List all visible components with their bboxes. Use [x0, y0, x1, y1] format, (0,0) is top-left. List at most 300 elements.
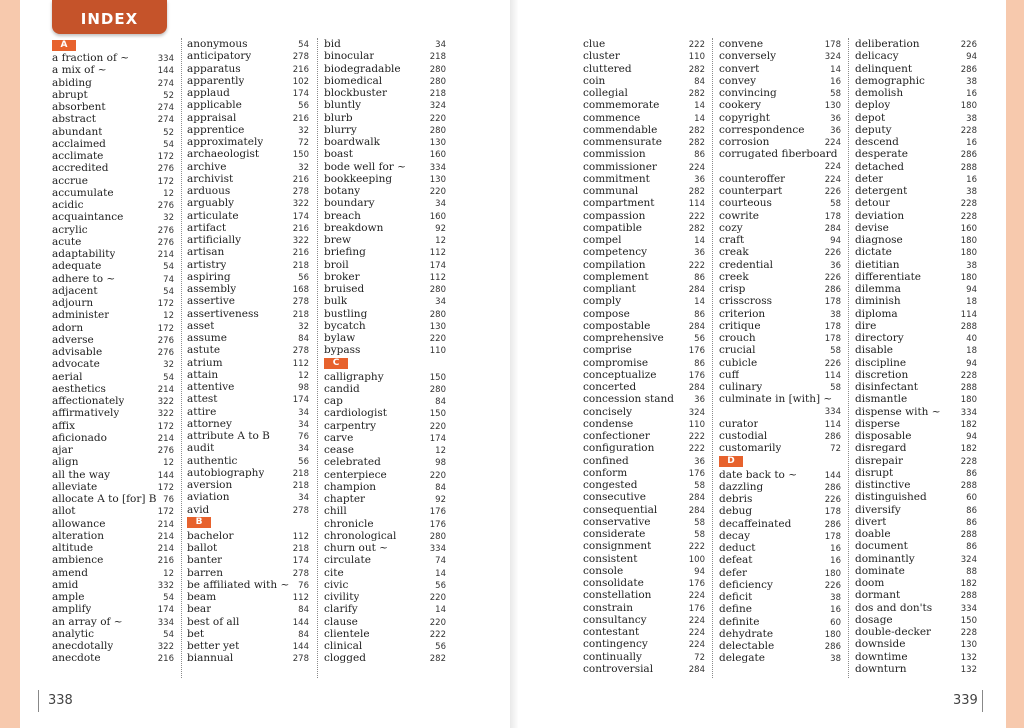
index-entry-attain: [187, 369, 309, 381]
entry-page-number: 284: [688, 664, 705, 675]
entry-page-number: 130: [824, 101, 841, 112]
entry-term: counterpart: [719, 185, 783, 197]
entry-term: crucial: [719, 344, 756, 357]
entry-term: dos and don'ts: [855, 601, 933, 614]
index-entry-consignment: [583, 540, 705, 552]
index-entry-adorn: [52, 322, 174, 334]
entry-page-number: 218: [292, 468, 309, 479]
entry-page-number: 144: [292, 617, 309, 628]
entry-term: consistent: [583, 552, 638, 565]
entry-page-number: 102: [292, 76, 309, 87]
entry-term: cozy: [719, 221, 743, 234]
entry-page-number: 282: [688, 138, 705, 148]
index-entry-decaffeinated: [719, 518, 841, 530]
entry-term: ajar: [52, 444, 73, 456]
entry-term: double-decker: [855, 626, 932, 638]
entry-page-number: 112: [292, 593, 309, 603]
index-entry-ajar: [52, 444, 174, 456]
entry-page-number: 74: [435, 556, 446, 567]
entry-page-number: 54: [163, 372, 174, 383]
section-letter-badge: C: [324, 358, 348, 369]
entry-page-number: 276: [157, 335, 174, 346]
index-entry-conform: [583, 467, 705, 479]
index-entry-better-yet: [187, 640, 309, 652]
entry-page-number: 222: [688, 432, 705, 442]
entry-term: briefing: [324, 246, 366, 259]
index-entry-botany: [324, 185, 446, 197]
right-page-number: 339: [953, 693, 978, 708]
entry-page-number: 224: [824, 161, 841, 172]
entry-page-number: 12: [163, 188, 174, 199]
index-entry-credential: [719, 259, 841, 271]
entry-term: alteration: [52, 529, 104, 542]
index-entry-crisscross: [719, 295, 841, 307]
entry-term: adhere to ~: [52, 272, 116, 285]
index-entry-concession-stand: [583, 393, 705, 405]
entry-term: blockbuster: [324, 87, 387, 99]
index-entry-be-affiliated-with: [187, 579, 309, 591]
entry-term: abrupt: [52, 88, 88, 101]
entry-term: correspondence: [719, 123, 805, 136]
entry-page-number: 150: [960, 615, 977, 626]
entry-page-number: 226: [824, 272, 841, 283]
index-entry-altitude: [52, 542, 174, 554]
entry-term: comprise: [583, 344, 632, 357]
entry-page-number: 218: [292, 260, 309, 271]
entry-term: demolish: [855, 87, 904, 99]
index-entry-bluntly: [324, 99, 446, 111]
entry-page-number: 276: [157, 446, 174, 456]
index-entry-deficiency: [719, 579, 841, 591]
index-entry-consolidate: [583, 577, 705, 589]
entry-term: align: [52, 456, 79, 469]
entry-term: confined: [583, 454, 629, 467]
entry-term: civility: [324, 591, 360, 603]
entry-term: boardwalk: [324, 136, 381, 148]
index-entry-archaeologist: [187, 148, 309, 160]
index-entry-bypass: [324, 344, 446, 356]
index-entry-diploma: [855, 308, 977, 320]
index-entry-adequate: [52, 260, 174, 272]
entry-page-number: 84: [435, 482, 446, 493]
entry-term: adaptability: [52, 248, 116, 260]
entry-term: assembly: [187, 283, 237, 295]
entry-term: beam: [187, 591, 217, 603]
entry-term: breakdown: [324, 221, 384, 234]
index-entry-dominate: [855, 565, 977, 577]
gutter: [510, 0, 518, 728]
entry-term: craft: [719, 234, 745, 246]
index-entry-attest: [187, 393, 309, 405]
column-divider: [712, 38, 713, 678]
entry-term: bet: [187, 627, 205, 640]
entry-page-number: 218: [292, 544, 309, 554]
index-entry-anticipatory: [187, 50, 309, 62]
index-entry-compromise: [583, 357, 705, 369]
entry-term: cuff: [719, 368, 740, 381]
index-entry-breach: [324, 210, 446, 222]
entry-term: comply: [583, 295, 622, 308]
index-entry-descend: [855, 136, 977, 148]
entry-term: chronicle: [324, 517, 374, 530]
entry-term: curator: [719, 417, 759, 430]
index-entry-assertiveness: [187, 308, 309, 320]
entry-term: critique: [719, 319, 761, 332]
entry-page-number: 174: [429, 433, 446, 444]
entry-page-number: 178: [824, 334, 841, 344]
entry-page-number: 32: [163, 360, 174, 371]
entry-page-number: 278: [292, 568, 309, 579]
entry-page-number: 38: [966, 113, 977, 124]
index-entry-assertive: [187, 295, 309, 307]
entry-page-number: 88: [966, 566, 977, 577]
index-entry-deduct: [719, 542, 841, 554]
entry-term: defer: [719, 566, 748, 579]
entry-page-number: 14: [694, 113, 705, 124]
index-entry-best-of-all: [187, 616, 309, 628]
entry-term: adverse: [52, 333, 94, 346]
index-entry-complement: [583, 271, 705, 283]
index-entry-crucial: [719, 344, 841, 356]
entry-term: dire: [855, 319, 877, 332]
entry-term: dictate: [855, 246, 892, 259]
entry-term: abstract: [52, 113, 96, 126]
entry-page-number: 288: [960, 591, 977, 602]
entry-page-number: 334: [824, 406, 841, 417]
entry-page-number: 280: [429, 285, 446, 295]
index-banner: [52, 0, 167, 34]
entry-term: custodial: [719, 430, 768, 442]
index-entry-circulate: [324, 554, 446, 566]
entry-page-number: 38: [830, 593, 841, 603]
entry-page-number: 226: [824, 495, 841, 505]
entry-page-number: 222: [429, 629, 446, 640]
index-entry-culminate-in-with: [719, 393, 841, 405]
entry-page-number: 14: [694, 101, 705, 112]
index-entry-discipline: [855, 357, 977, 369]
index-entry-confined: [583, 455, 705, 467]
page-number-rule: [38, 690, 39, 712]
index-entry-comply: [583, 295, 705, 307]
entry-page-number: 276: [157, 225, 174, 236]
entry-term: culinary: [719, 381, 763, 393]
index-entry-articulate: [187, 210, 309, 222]
entry-term: decaffeinated: [719, 517, 792, 530]
entry-page-number: 58: [830, 199, 841, 210]
entry-term: consolidate: [583, 577, 644, 589]
entry-term: compartment: [583, 197, 655, 210]
entry-term: centerpiece: [324, 468, 387, 481]
index-entry-bet: [187, 628, 309, 640]
section-header-b: [187, 516, 309, 530]
index-entry-barren: [187, 567, 309, 579]
entry-page-number: 60: [830, 617, 841, 628]
index-entry-cap: [324, 395, 446, 407]
entry-page-number: 84: [694, 76, 705, 87]
index-entry-boast: [324, 148, 446, 160]
entry-term: cookery: [719, 99, 762, 112]
index-entry-artifact: [187, 222, 309, 234]
entry-term: abiding: [52, 76, 92, 89]
entry-term: apparently: [187, 74, 245, 87]
entry-page-number: 286: [824, 519, 841, 530]
entry-term: culminate in [with] ~: [719, 393, 833, 406]
index-entry-contingency: [583, 638, 705, 650]
entry-term: differentiate: [855, 270, 922, 283]
entry-page-number: 334: [429, 162, 446, 173]
entry-term: compatible: [583, 221, 643, 234]
index-entry-convincing: [719, 87, 841, 99]
index-entry-differentiate: [855, 271, 977, 283]
entry-page-number: 86: [966, 517, 977, 528]
entry-page-number: 216: [292, 248, 309, 259]
entry-term: attribute A to B: [187, 430, 270, 442]
entry-page-number: 332: [157, 580, 174, 591]
index-entry-appraisal: [187, 112, 309, 124]
entry-term: detached: [855, 160, 904, 173]
entry-term: broker: [324, 270, 360, 283]
entry-page-number: 216: [157, 654, 174, 665]
entry-term: affix: [52, 419, 75, 432]
entry-page-number: 84: [298, 629, 309, 640]
entry-term: disinfectant: [855, 381, 919, 393]
index-entry-celebrated: [324, 456, 446, 468]
entry-term: collegial: [583, 87, 628, 99]
index-entry-debug: [719, 505, 841, 517]
entry-term: cap: [324, 395, 343, 407]
index-entry-boundary: [324, 197, 446, 209]
index-entry-downtime: [855, 651, 977, 663]
index-entry-abstract: [52, 113, 174, 125]
entry-page-number: 110: [688, 419, 705, 430]
entry-page-number: 216: [292, 223, 309, 234]
entry-page-number: 76: [298, 580, 309, 591]
index-entry-chronicle: [324, 518, 446, 530]
section-header-c: [324, 357, 446, 371]
index-entry-adverse: [52, 334, 174, 346]
entry-page-number: 16: [966, 89, 977, 99]
entry-term: doable: [855, 528, 891, 540]
entry-page-number: 180: [824, 568, 841, 579]
entry-page-number: 16: [966, 138, 977, 148]
entry-term: downturn: [855, 662, 907, 675]
entry-page-number: 38: [830, 654, 841, 665]
entry-page-number: 182: [960, 419, 977, 430]
entry-page-number: 52: [163, 127, 174, 138]
index-entry-critique: [719, 320, 841, 332]
entry-term: distinctive: [855, 479, 911, 491]
entry-term: disposable: [855, 430, 912, 442]
entry-page-number: 98: [298, 383, 309, 393]
index-entry-alteration: [52, 530, 174, 542]
entry-term: applicable: [187, 99, 242, 112]
entry-page-number: 86: [694, 309, 705, 320]
entry-term: credential: [719, 258, 774, 271]
entry-term: alleviate: [52, 480, 98, 493]
entry-term: compliant: [583, 283, 636, 295]
entry-term: diploma: [855, 307, 898, 320]
entry-page-number: 32: [298, 162, 309, 173]
index-entry-compose: [583, 308, 705, 320]
entry-page-number: 34: [298, 493, 309, 504]
index-entry-communal: [583, 185, 705, 197]
entry-page-number: 278: [292, 187, 309, 197]
entry-term: constrain: [583, 601, 633, 614]
entry-page-number: 92: [435, 495, 446, 505]
index-entry-copyright: [719, 112, 841, 124]
entry-page-number: 176: [688, 346, 705, 357]
index-entry-cookery: [719, 99, 841, 111]
index-entry-aspiring: [187, 271, 309, 283]
entry-term: directory: [855, 332, 904, 344]
entry-page-number: 214: [157, 519, 174, 530]
entry-term: convey: [719, 74, 757, 87]
entry-term: biomedical: [324, 74, 383, 87]
entry-term: distinguished: [855, 491, 927, 504]
entry-term: continually: [583, 650, 642, 663]
section-header-d: [719, 455, 841, 469]
entry-page-number: 16: [830, 544, 841, 554]
entry-term: affirmatively: [52, 407, 120, 420]
index-entry-convey: [719, 75, 841, 87]
entry-page-number: 56: [298, 272, 309, 283]
index-entry-disregard: [855, 442, 977, 454]
entry-term: disregard: [855, 442, 907, 455]
index-entry-concisely: [583, 406, 705, 418]
entry-term: doom: [855, 577, 885, 589]
entry-term: bylaw: [324, 332, 356, 344]
entry-term: attest: [187, 393, 218, 406]
entry-term: clarify: [324, 603, 358, 616]
entry-page-number: 214: [157, 544, 174, 554]
entry-page-number: 322: [292, 199, 309, 210]
index-entry-downturn: [855, 663, 977, 675]
entry-page-number: 12: [163, 568, 174, 579]
index-column-5: [719, 38, 841, 665]
column-divider: [317, 38, 318, 678]
entry-term: anonymous: [187, 38, 248, 50]
entry-term: biannual: [187, 652, 234, 665]
index-entry-civility: [324, 591, 446, 603]
entry-term: congested: [583, 479, 638, 491]
entry-page-number: 14: [435, 605, 446, 616]
entry-term: botany: [324, 185, 361, 197]
entry-page-number: 180: [824, 629, 841, 640]
entry-page-number: 132: [960, 664, 977, 675]
index-entry-civic: [324, 579, 446, 591]
index-entry-affix: [52, 420, 174, 432]
index-entry-dilemma: [855, 283, 977, 295]
entry-term: attorney: [187, 417, 232, 430]
index-entry-assume: [187, 332, 309, 344]
entry-term: descend: [855, 136, 899, 148]
entry-term: detour: [855, 197, 891, 210]
entry-page-number: 288: [960, 481, 977, 491]
entry-page-number: 174: [292, 89, 309, 99]
index-entry-accrue: [52, 175, 174, 187]
entry-page-number: 226: [824, 358, 841, 369]
entry-term: a fraction of ~: [52, 52, 129, 64]
index-entry-administer: [52, 309, 174, 321]
entry-page-number: 74: [163, 274, 174, 285]
entry-term: attire: [187, 405, 217, 418]
entry-term: attain: [187, 368, 219, 381]
entry-term: cluttered: [583, 62, 632, 75]
entry-term: cite: [324, 566, 344, 579]
index-entry-ambience: [52, 554, 174, 566]
entry-page-number: 112: [292, 531, 309, 542]
entry-page-number: 282: [688, 125, 705, 136]
entry-term: corrugated fiberboard: [719, 148, 838, 161]
index-entry-an-array-of: [52, 616, 174, 628]
entry-page-number: 220: [429, 187, 446, 197]
entry-term: atrium: [187, 356, 223, 369]
index-entry-arduous: [187, 185, 309, 197]
entry-page-number: 144: [157, 470, 174, 481]
index-entry-astute: [187, 344, 309, 356]
entry-page-number: 86: [966, 542, 977, 553]
entry-term: cease: [324, 444, 354, 456]
entry-page-number: 282: [688, 223, 705, 234]
entry-term: conceptualize: [583, 368, 657, 381]
entry-page-number: 16: [830, 76, 841, 87]
index-entry-discretion: [855, 369, 977, 381]
entry-term: artistry: [187, 258, 227, 271]
entry-page-number: 324: [960, 554, 977, 565]
entry-page-number: 114: [960, 309, 977, 320]
index-entry-attribute-a-to-b: [187, 430, 309, 442]
entry-term: deficit: [719, 591, 753, 603]
entry-page-number: 172: [157, 176, 174, 187]
index-entry-diversify: [855, 504, 977, 516]
index-entry-considerate: [583, 528, 705, 540]
index-entry-aerial: [52, 371, 174, 383]
index-entry-carpentry: [324, 420, 446, 432]
index-entry-brew: [324, 234, 446, 246]
entry-page-number: 224: [688, 162, 705, 173]
index-entry-counteroffer: [719, 173, 841, 185]
entry-term: acidic: [52, 199, 84, 211]
entry-page-number: 176: [688, 468, 705, 479]
entry-term: delectable: [719, 640, 775, 652]
index-entry-comprise: [583, 344, 705, 356]
entry-page-number: 220: [429, 470, 446, 481]
entry-page-number: 218: [429, 89, 446, 99]
entry-page-number: 214: [157, 531, 174, 542]
index-entry-candid: [324, 383, 446, 395]
entry-page-number: 16: [830, 605, 841, 616]
index-entry-blockbuster: [324, 87, 446, 99]
entry-term: a mix of ~: [52, 64, 107, 77]
entry-term: calligraphy: [324, 370, 384, 383]
entry-page-number: 84: [435, 397, 446, 407]
index-entry-continually: [583, 651, 705, 663]
index-entry-autobiography: [187, 467, 309, 479]
entry-page-number: 54: [163, 629, 174, 640]
entry-term: blurry: [324, 123, 357, 136]
entry-page-number: 60: [966, 493, 977, 504]
index-entry-distinguished: [855, 491, 977, 503]
entry-page-number: 228: [960, 199, 977, 210]
index-entry-accredited: [52, 162, 174, 174]
entry-term: consequential: [583, 503, 658, 516]
entry-term: depot: [855, 111, 886, 124]
entry-page-number: 280: [429, 309, 446, 320]
index-entry-delicacy: [855, 50, 977, 62]
entry-page-number: 172: [157, 323, 174, 334]
entry-page-number: 214: [157, 384, 174, 395]
index-entry-creak: [719, 246, 841, 258]
